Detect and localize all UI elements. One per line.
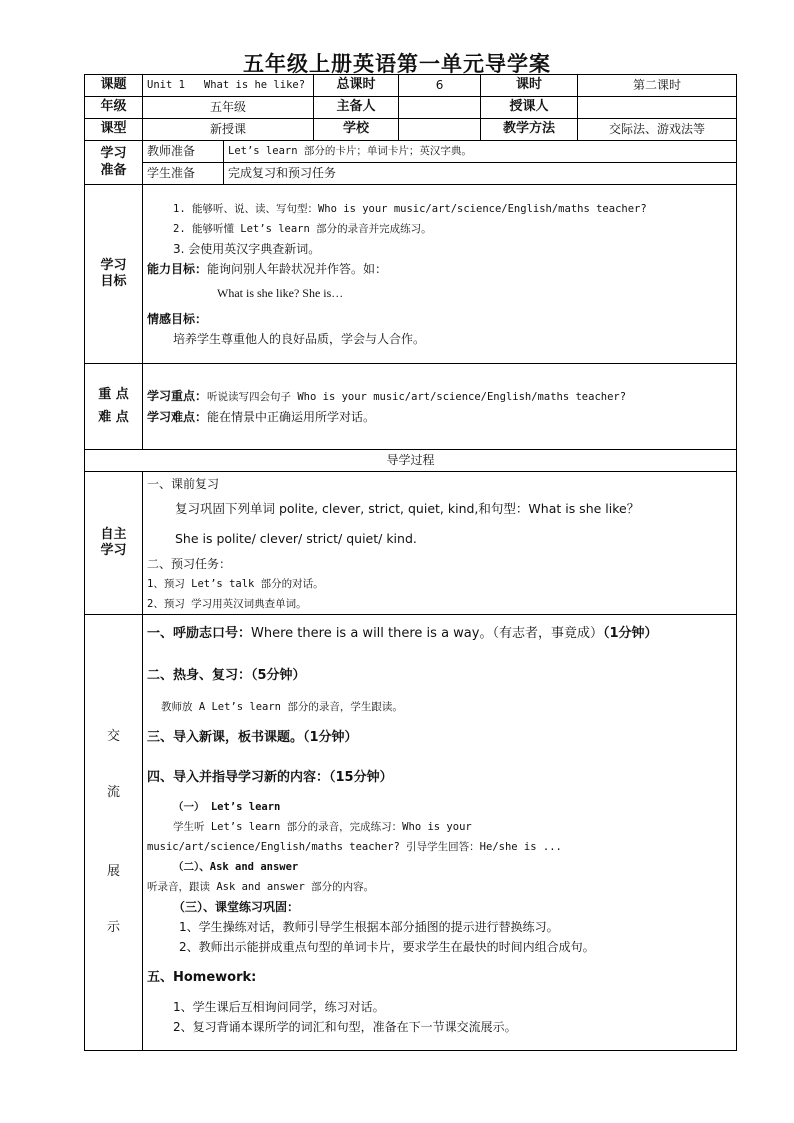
student-prep-text: 完成复习和预习任务 (224, 163, 737, 185)
row-topic (85, 75, 737, 97)
label-show: 交 流 展 示 (85, 615, 143, 1051)
show-s5: 五、Homework: (147, 970, 257, 985)
emotion-goal-label: 情感目标： (147, 312, 208, 326)
ability-goal: 能力目标：能询问别人年龄状况并作答。如： (147, 262, 388, 276)
type-value: 新授课 (143, 119, 314, 141)
show-s4-3-2: 2、教师出示能拼成重点句型的单词卡片，要求学生在最快的时间内组合成句。 (179, 940, 595, 954)
row-type (85, 119, 737, 141)
show-s3: 三、导入新课，板书课题。（1分钟） (147, 730, 358, 745)
topic-value: Unit 1 What is he like? (143, 75, 314, 97)
ability-example: What is she like? She is… (217, 286, 344, 300)
show-s1: 一、呼励志口号：Where there is a will there is a way。（有志者，事竟成）（1分钟） (147, 626, 658, 641)
label-type: 课型 (85, 119, 143, 141)
show-s4-1-text-a: 学生听 Let’s learn 部分的录音，完成练习：Who is your (173, 821, 472, 833)
show-s4-3: （三）、课堂练习巩固： (173, 900, 300, 914)
show-s5-2: 2、复习背诵本课所学的词汇和句型，准备在下一节课交流展示。 (173, 1020, 517, 1034)
self-t2: 2、预习 学习用英汉词典查单词。 (147, 598, 307, 610)
label-grade: 年级 (85, 97, 143, 119)
process-header: 导学过程 (85, 450, 737, 472)
difficult-point: 学习难点：能在情景中正确运用所学对话。 (147, 410, 376, 424)
show-s5-1: 1、学生课后互相询问同学，练习对话。 (173, 1000, 385, 1014)
label-self-study: 自主 学习 (85, 472, 143, 615)
self-h1: 一、课前复习 (147, 477, 220, 491)
row-grade (85, 97, 737, 119)
show-s4-3-1: 1、学生操练对话，教师引导学生根据本部分插图的提示进行替换练习。 (179, 920, 559, 934)
goal-2: 2. 能够听懂 Let’s learn 部分的录音并完成练习。 (173, 223, 432, 235)
label-prep: 学习 准备 (85, 141, 143, 185)
label-school: 学校 (314, 119, 399, 141)
show-s2-text: 教师放 A Let’s learn 部分的录音，学生跟读。 (161, 701, 403, 713)
keys-content (143, 364, 737, 450)
show-content (143, 615, 737, 1051)
goal-1: 1. 能够听、说、读、写句型：Who is your music/art/science/English/maths teacher? (173, 203, 647, 215)
label-keys: 重 点 难 点 (85, 364, 143, 450)
label-period: 课时 (481, 75, 578, 97)
student-prep-label: 学生准备 (143, 163, 224, 185)
label-goals: 学习 目标 (85, 185, 143, 364)
teacher-prep-text: Let’s learn 部分的卡片；单词卡片；英汉字典。 (224, 141, 737, 163)
emotion-goal-text: 培养学生尊重他人的良好品质，学会与人合作。 (173, 332, 426, 346)
row-process-header (85, 450, 737, 472)
total-periods-value: 6 (399, 75, 481, 97)
row-self-study (85, 472, 737, 615)
self-study-content (143, 472, 737, 615)
preparer-value (399, 97, 481, 119)
row-student-prep (85, 163, 737, 185)
label-total-periods: 总课时 (314, 75, 399, 97)
self-p1: 复习巩固下列单词 polite, clever, strict, quiet, kind,和句型：What is she like？ (175, 501, 640, 516)
label-topic: 课题 (85, 75, 143, 97)
teacher-prep-label: 教师准备 (143, 141, 224, 163)
show-s4: 四、导入并指导学习新的内容：（15分钟） (147, 770, 393, 785)
goal-3: 3. 会使用英汉字典查新词。 (173, 242, 321, 256)
row-goals (85, 185, 737, 364)
show-s4-2-text: 听录音，跟读 Ask and answer 部分的内容。 (147, 881, 375, 893)
row-teacher-prep (85, 141, 737, 163)
document-title: 五年级上册英语第一单元导学案 (243, 51, 551, 76)
show-s4-1: （一） Let’s learn (173, 801, 281, 813)
self-h2: 二、预习任务： (147, 557, 232, 571)
key-point: 学习重点：听说读写四会句子 Who is your music/art/science/English/maths teacher? (147, 389, 627, 403)
label-method: 教学方法 (481, 119, 578, 141)
goals-content (143, 185, 737, 364)
row-keys (85, 364, 737, 450)
row-show (85, 615, 737, 1051)
lesson-plan-table (84, 74, 737, 1051)
period-value: 第二课时 (578, 75, 737, 97)
grade-value: 五年级 (143, 97, 314, 119)
self-t1: 1、预习 Let’s talk 部分的对话。 (147, 578, 324, 590)
show-s4-2: （二）、Ask and answer (173, 861, 299, 873)
self-p2: She is polite/ clever/ strict/ quiet/ kind. (175, 531, 417, 546)
show-s4-1-text-b: music/art/science/English/maths teacher? 引导学生回答：He/she is ... (147, 841, 562, 853)
school-value (399, 119, 481, 141)
teacher-value (578, 97, 737, 119)
show-s2: 二、热身、复习：（5分钟） (147, 668, 306, 683)
label-teacher: 授课人 (481, 97, 578, 119)
label-preparer: 主备人 (314, 97, 399, 119)
method-value: 交际法、游戏法等 (578, 119, 737, 141)
